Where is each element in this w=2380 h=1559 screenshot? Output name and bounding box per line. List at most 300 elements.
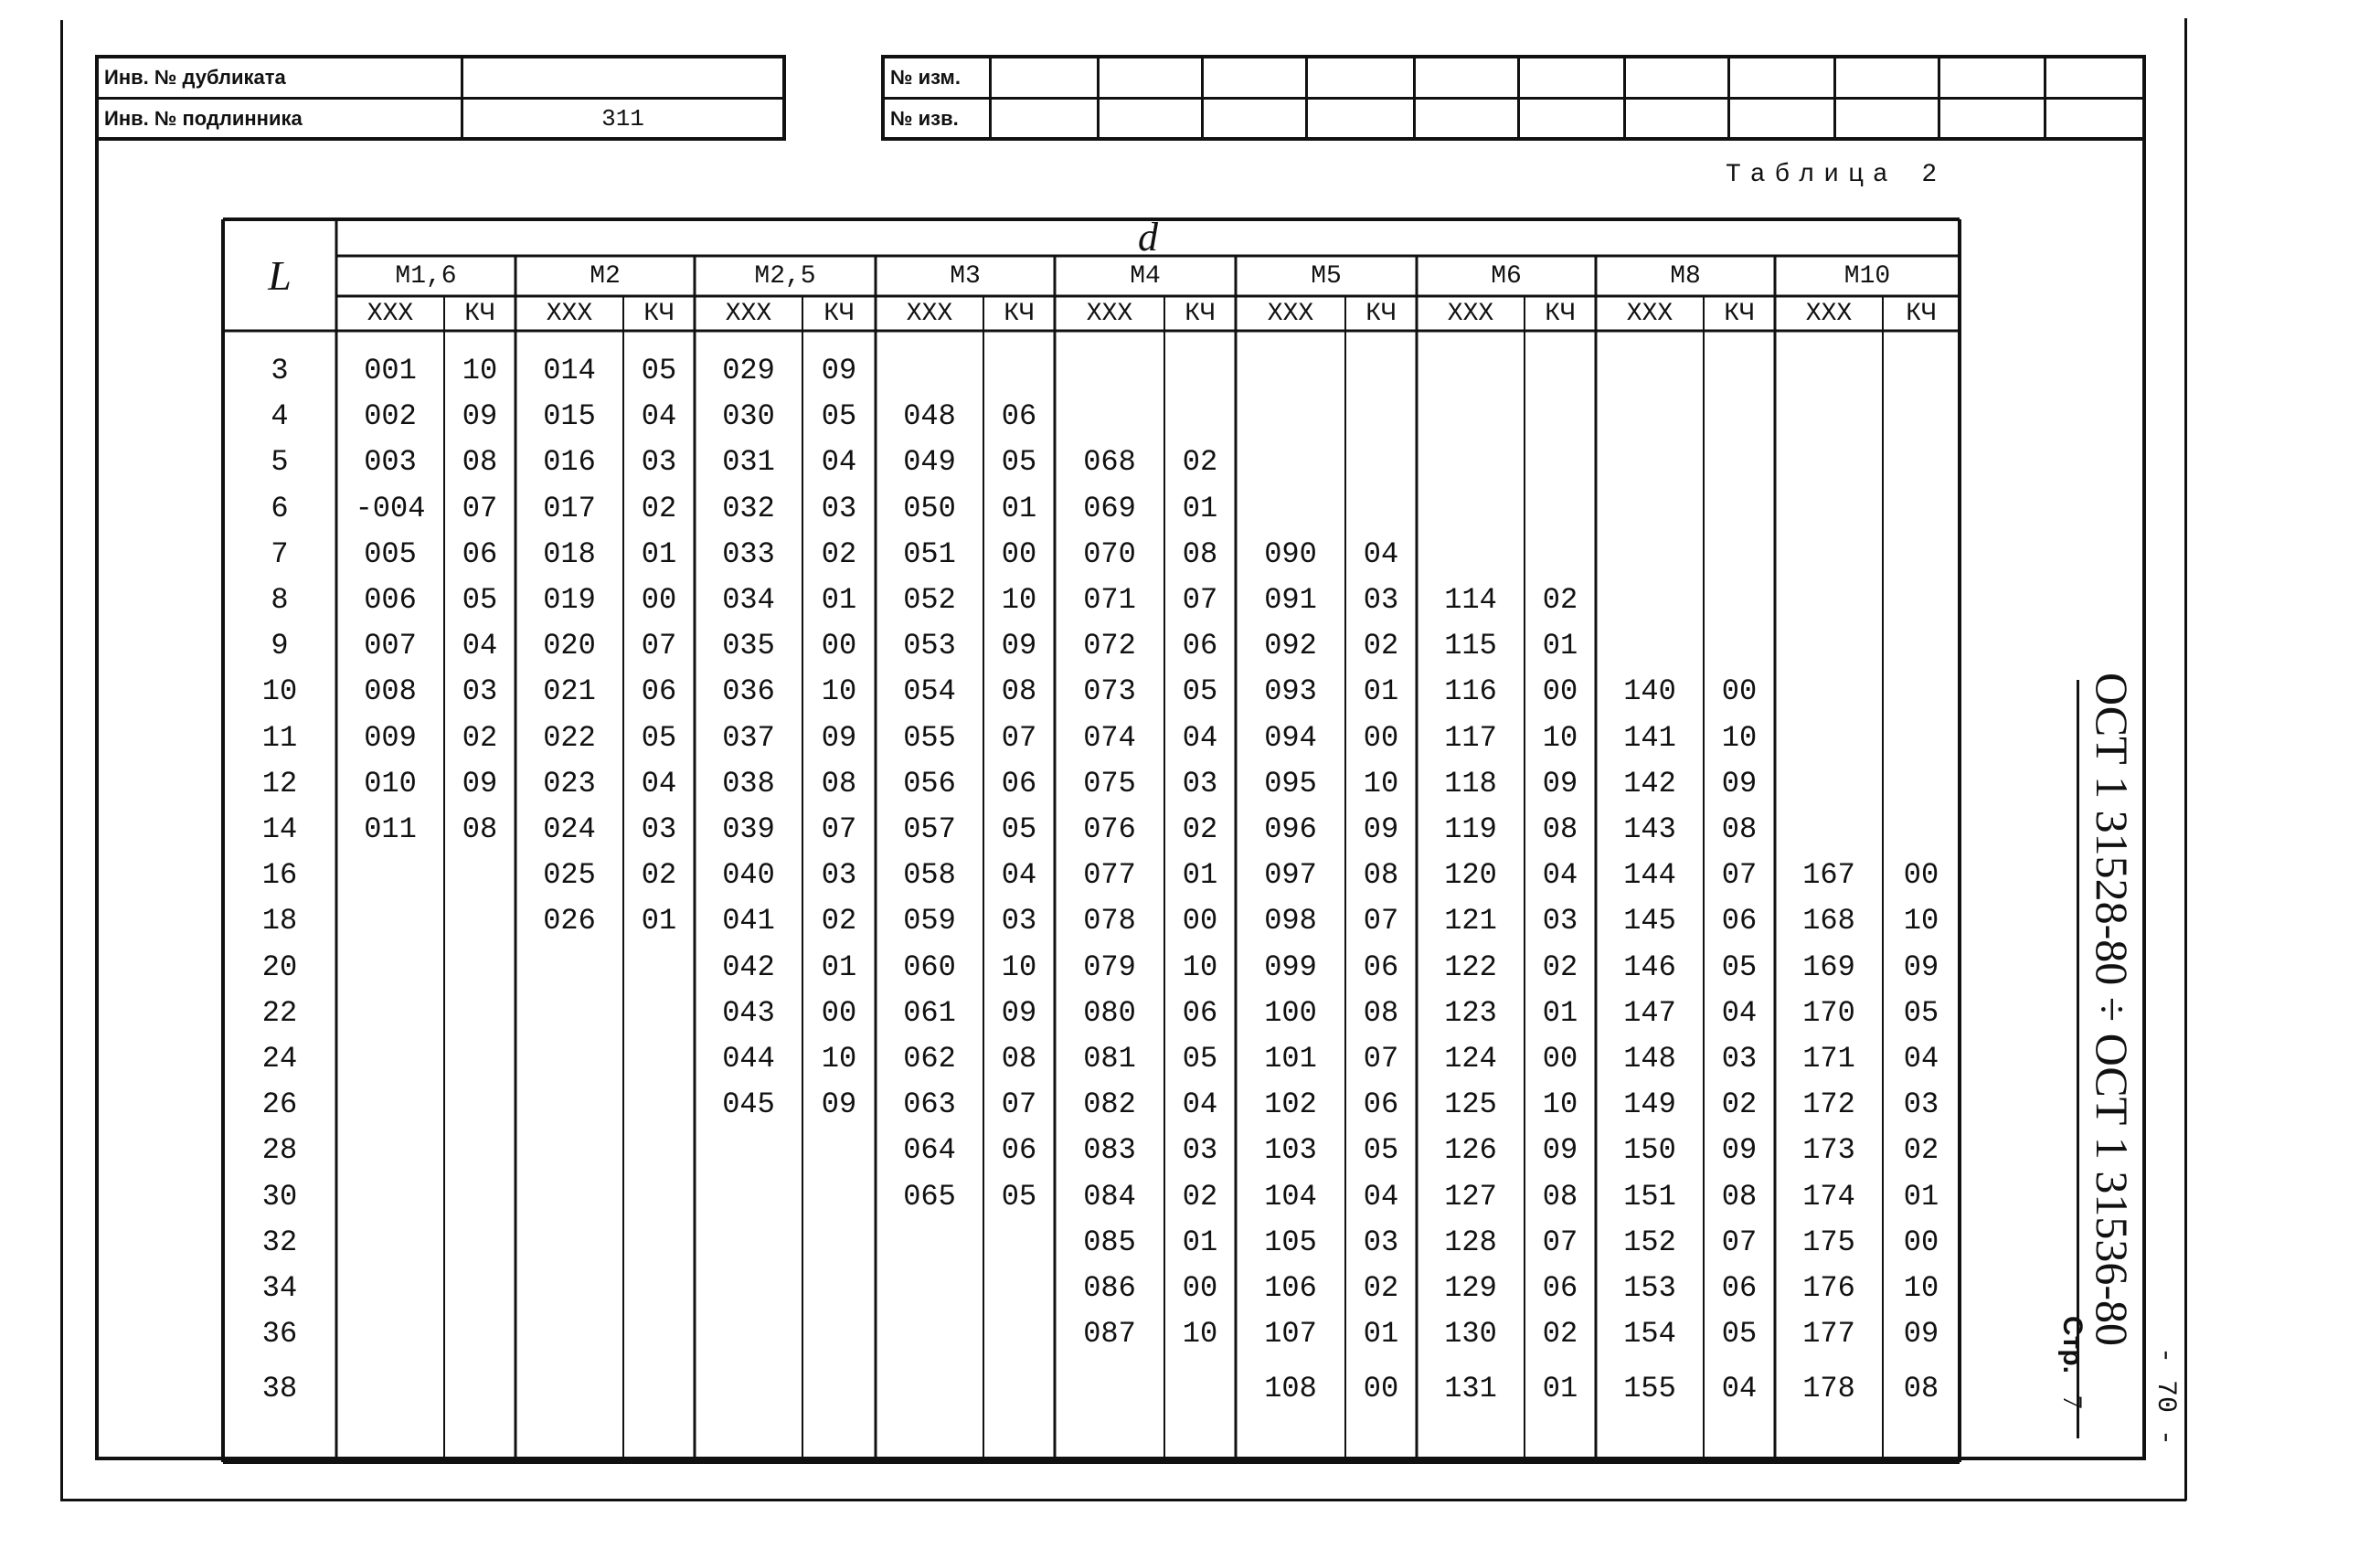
cell-code: 055: [903, 720, 956, 755]
cell-code: 001: [364, 354, 417, 387]
row-length-value: 30: [261, 1179, 298, 1214]
cell-strength-class: 00: [641, 583, 677, 617]
cell-code: 126: [1444, 1133, 1497, 1168]
cell-code: 167: [1802, 858, 1855, 893]
cell-strength-class: 05: [641, 720, 677, 755]
cell-strength-class: 02: [1182, 812, 1218, 846]
cell-strength-class: 02: [821, 904, 857, 939]
cell-strength-class: 09: [1363, 812, 1399, 846]
cell-strength-class: 03: [462, 674, 498, 709]
cell-code: 087: [1083, 1317, 1136, 1352]
cell-code: 078: [1083, 904, 1136, 939]
cell-strength-class: 06: [1721, 904, 1758, 939]
row-length-value: 22: [261, 995, 298, 1030]
cell-strength-class: 08: [1542, 1179, 1578, 1214]
cell-code: 080: [1083, 995, 1136, 1030]
cell-code: 011: [364, 812, 417, 846]
cell-code: 038: [722, 766, 775, 801]
page-label-wrap: [2056, 1316, 2088, 1409]
cell-code: 076: [1083, 812, 1136, 846]
column-header-kch: КЧ: [1545, 300, 1576, 328]
cell-code: 128: [1444, 1225, 1497, 1259]
cell-code: 044: [722, 1042, 775, 1076]
cell-strength-class: 08: [1542, 812, 1578, 846]
cell-strength-class: 07: [641, 629, 677, 663]
cell-strength-class: 03: [1721, 1042, 1758, 1076]
stamp-duplicate-label: Инв. № дубликата: [104, 66, 286, 89]
cell-strength-class: 08: [1721, 812, 1758, 846]
size-header: M2: [590, 262, 621, 291]
cell-strength-class: 03: [821, 858, 857, 893]
cell-strength-class: 10: [1542, 1087, 1578, 1122]
cell-strength-class: 10: [1542, 720, 1578, 755]
cell-code: 175: [1802, 1225, 1855, 1259]
cell-code: 095: [1264, 766, 1317, 801]
cell-code: 010: [364, 766, 417, 801]
row-length-value: 8: [271, 583, 289, 617]
cell-code: 086: [1083, 1271, 1136, 1305]
cell-strength-class: 06: [641, 674, 677, 709]
cell-code: 048: [903, 399, 956, 434]
cell-code: 085: [1083, 1225, 1136, 1259]
cell-code: 151: [1623, 1179, 1676, 1214]
cell-code: 008: [364, 674, 417, 709]
cell-strength-class: 09: [1542, 1133, 1578, 1168]
row-length-value: 11: [261, 720, 298, 755]
cell-code: 005: [364, 536, 417, 571]
cell-code: 090: [1264, 536, 1317, 571]
cell-strength-class: 04: [1363, 536, 1399, 571]
cell-strength-class: 04: [641, 766, 677, 801]
cell-code: 057: [903, 812, 956, 846]
cell-strength-class: 05: [1001, 445, 1037, 480]
cell-strength-class: 03: [821, 491, 857, 525]
cell-strength-class: 10: [1903, 1271, 1939, 1305]
cell-strength-class: 00: [1542, 1042, 1578, 1076]
column-header-xxx: XXX: [1447, 300, 1494, 328]
cell-code: 127: [1444, 1179, 1497, 1214]
cell-strength-class: 06: [1182, 995, 1218, 1030]
cell-strength-class: 10: [1001, 949, 1037, 984]
cell-strength-class: 04: [1182, 1087, 1218, 1122]
cell-strength-class: 01: [1001, 491, 1037, 525]
cell-code: 060: [903, 949, 956, 984]
row-header-L: L: [268, 252, 292, 299]
cell-strength-class: 10: [1363, 766, 1399, 801]
cell-strength-class: 01: [821, 949, 857, 984]
column-header-kch: КЧ: [464, 300, 495, 328]
cell-strength-class: 02: [821, 536, 857, 571]
cell-code: 174: [1802, 1179, 1855, 1214]
row-length-value: 20: [261, 949, 298, 984]
cell-code: 019: [543, 583, 596, 617]
cell-strength-class: 09: [1542, 766, 1578, 801]
cell-strength-class: 04: [1721, 1372, 1758, 1406]
cell-code: 073: [1083, 674, 1136, 709]
cell-code: 122: [1444, 949, 1497, 984]
cell-code: 099: [1264, 949, 1317, 984]
row-length-value: 36: [261, 1317, 298, 1352]
cell-code: 108: [1264, 1372, 1317, 1406]
cell-strength-class: 01: [1542, 1372, 1578, 1406]
row-length-value: 12: [261, 766, 298, 801]
row-length-value: 3: [271, 354, 289, 387]
cell-code: 097: [1264, 858, 1317, 893]
stamp-change-label: № изм.: [890, 66, 961, 89]
cell-code: 062: [903, 1042, 956, 1076]
cell-code: 052: [903, 583, 956, 617]
cell-strength-class: 03: [1182, 766, 1218, 801]
size-header: M4: [1130, 262, 1161, 291]
cell-code: 014: [543, 354, 596, 387]
cell-code: 037: [722, 720, 775, 755]
cell-strength-class: 09: [1001, 629, 1037, 663]
cell-code: 178: [1802, 1372, 1855, 1406]
cell-code: 173: [1802, 1133, 1855, 1168]
row-length-value: 16: [261, 858, 298, 893]
row-length-value: 9: [271, 629, 289, 663]
cell-code: 100: [1264, 995, 1317, 1030]
cell-strength-class: 04: [1182, 720, 1218, 755]
size-header: M6: [1491, 262, 1522, 291]
cell-code: 103: [1264, 1133, 1317, 1168]
cell-strength-class: 05: [1363, 1133, 1399, 1168]
column-header-kch: КЧ: [823, 300, 855, 328]
cell-code: 104: [1264, 1179, 1317, 1214]
cell-strength-class: 10: [821, 674, 857, 709]
cell-code: 131: [1444, 1372, 1497, 1406]
size-header: M5: [1311, 262, 1342, 291]
cell-code: 107: [1264, 1317, 1317, 1352]
cell-code: 154: [1623, 1317, 1676, 1352]
cell-strength-class: 07: [1542, 1225, 1578, 1259]
cell-code: 064: [903, 1133, 956, 1168]
cell-code: 072: [1083, 629, 1136, 663]
row-length-value: 28: [261, 1133, 298, 1168]
cell-strength-class: 00: [1542, 674, 1578, 709]
cell-code: 006: [364, 583, 417, 617]
cell-strength-class: 10: [1903, 904, 1939, 939]
cell-code: 063: [903, 1087, 956, 1122]
column-header-xxx: XXX: [546, 300, 593, 328]
cell-code: 098: [1264, 904, 1317, 939]
cell-strength-class: 05: [1182, 674, 1218, 709]
cell-code: 029: [722, 354, 775, 387]
column-header-kch: КЧ: [1724, 300, 1755, 328]
cell-strength-class: 06: [1721, 1271, 1758, 1305]
cell-code: 120: [1444, 858, 1497, 893]
size-header: M2,5: [754, 262, 816, 291]
cell-strength-class: 06: [1542, 1271, 1578, 1305]
stamp-original-value: 311: [601, 104, 644, 133]
cell-strength-class: 00: [1721, 674, 1758, 709]
cell-strength-class: 03: [1001, 904, 1037, 939]
cell-code: 091: [1264, 583, 1317, 617]
cell-strength-class: 06: [1182, 629, 1218, 663]
cell-strength-class: 08: [1363, 995, 1399, 1030]
cell-strength-class: 09: [821, 354, 857, 387]
cell-code: 036: [722, 674, 775, 709]
cell-code: 083: [1083, 1133, 1136, 1168]
size-header: M3: [950, 262, 981, 291]
cell-strength-class: 04: [821, 445, 857, 480]
cell-strength-class: 10: [1182, 1317, 1218, 1352]
cell-strength-class: 09: [462, 766, 498, 801]
cell-code: 147: [1623, 995, 1676, 1030]
size-header: M8: [1670, 262, 1701, 291]
page-number: 7: [2057, 1395, 2088, 1409]
cell-strength-class: 08: [1721, 1179, 1758, 1214]
cell-code: 169: [1802, 949, 1855, 984]
cell-code: 003: [364, 445, 417, 480]
cell-strength-class: 01: [1182, 491, 1218, 525]
cell-strength-class: 01: [1182, 858, 1218, 893]
cell-strength-class: 02: [1363, 1271, 1399, 1305]
cell-code: 033: [722, 536, 775, 571]
cell-strength-class: 02: [1542, 1317, 1578, 1352]
cell-strength-class: 05: [821, 399, 857, 434]
cell-code: 030: [722, 399, 775, 434]
cell-strength-class: 09: [462, 399, 498, 434]
cell-code: 053: [903, 629, 956, 663]
cell-code: 007: [364, 629, 417, 663]
column-header-xxx: XXX: [1626, 300, 1673, 328]
cell-code: 015: [543, 399, 596, 434]
cell-code: 041: [722, 904, 775, 939]
cell-code: 118: [1444, 766, 1497, 801]
cell-code: 071: [1083, 583, 1136, 617]
cell-code: 125: [1444, 1087, 1497, 1122]
cell-code: 065: [903, 1179, 956, 1214]
cell-code: 031: [722, 445, 775, 480]
cell-strength-class: 06: [1001, 1133, 1037, 1168]
cell-strength-class: 01: [1363, 674, 1399, 709]
cell-code: 105: [1264, 1225, 1317, 1259]
size-header: M1,6: [395, 262, 457, 291]
cell-code: 141: [1623, 720, 1676, 755]
cell-strength-class: 10: [462, 354, 498, 387]
row-length-value: 14: [261, 812, 298, 846]
cell-code: 177: [1802, 1317, 1855, 1352]
cell-strength-class: 01: [1542, 995, 1578, 1030]
cell-strength-class: 04: [1363, 1179, 1399, 1214]
cell-code: 093: [1264, 674, 1317, 709]
cell-code: 049: [903, 445, 956, 480]
cell-strength-class: 05: [1721, 1317, 1758, 1352]
cell-code: 102: [1264, 1087, 1317, 1122]
cell-code: 077: [1083, 858, 1136, 893]
cell-strength-class: 09: [821, 720, 857, 755]
row-length-value: 5: [271, 445, 289, 480]
row-length-value: 38: [261, 1372, 298, 1406]
cell-strength-class: 04: [1721, 995, 1758, 1030]
cell-code: 150: [1623, 1133, 1676, 1168]
cell-strength-class: 02: [1363, 629, 1399, 663]
cell-code: 096: [1264, 812, 1317, 846]
cell-code: 123: [1444, 995, 1497, 1030]
cell-code: 084: [1083, 1179, 1136, 1214]
cell-strength-class: 07: [1001, 1087, 1037, 1122]
cell-strength-class: 00: [1363, 720, 1399, 755]
cell-code: 106: [1264, 1271, 1317, 1305]
cell-code: 043: [722, 995, 775, 1030]
cell-strength-class: 03: [1542, 904, 1578, 939]
cell-strength-class: 07: [462, 491, 498, 525]
cell-code: 170: [1802, 995, 1855, 1030]
cell-code: 168: [1802, 904, 1855, 939]
column-header-xxx: XXX: [725, 300, 772, 328]
size-header: M10: [1843, 262, 1891, 291]
cell-strength-class: 08: [821, 766, 857, 801]
cell-code: 117: [1444, 720, 1497, 755]
cell-code: 024: [543, 812, 596, 846]
cell-strength-class: 07: [1363, 904, 1399, 939]
cell-strength-class: 00: [1363, 1372, 1399, 1406]
cell-strength-class: 06: [1363, 1087, 1399, 1122]
cell-strength-class: 00: [1903, 1225, 1939, 1259]
cell-strength-class: 05: [462, 583, 498, 617]
cell-strength-class: 04: [1001, 858, 1037, 893]
cell-code: 075: [1083, 766, 1136, 801]
cell-strength-class: 00: [821, 629, 857, 663]
group-header-d: d: [1138, 215, 1158, 260]
cell-code: 140: [1623, 674, 1676, 709]
cell-code: 079: [1083, 949, 1136, 984]
column-header-xxx: XXX: [1267, 300, 1314, 328]
cell-code: 070: [1083, 536, 1136, 571]
cell-strength-class: 09: [821, 1087, 857, 1122]
column-header-xxx: XXX: [906, 300, 953, 328]
row-length-value: 10: [261, 674, 298, 709]
cell-strength-class: 06: [1001, 399, 1037, 434]
cell-code: 074: [1083, 720, 1136, 755]
column-header-kch: КЧ: [643, 300, 675, 328]
cell-code: 143: [1623, 812, 1676, 846]
cell-strength-class: 02: [641, 858, 677, 893]
row-length-value: 18: [261, 904, 298, 939]
cell-strength-class: 01: [641, 536, 677, 571]
cell-code: 021: [543, 674, 596, 709]
cell-strength-class: 01: [641, 904, 677, 939]
row-length-value: 6: [271, 491, 289, 525]
cell-code: 022: [543, 720, 596, 755]
cell-code: 148: [1623, 1042, 1676, 1076]
cell-code: 094: [1264, 720, 1317, 755]
cell-code: 146: [1623, 949, 1676, 984]
column-header-xxx: XXX: [367, 300, 414, 328]
cell-code: 171: [1802, 1042, 1855, 1076]
cell-strength-class: 02: [1182, 445, 1218, 480]
cell-strength-class: 02: [1721, 1087, 1758, 1122]
cell-strength-class: 03: [1363, 1225, 1399, 1259]
column-header-kch: КЧ: [1906, 300, 1937, 328]
cell-strength-class: 06: [1001, 766, 1037, 801]
cell-strength-class: 00: [821, 995, 857, 1030]
cell-strength-class: 08: [1001, 1042, 1037, 1076]
row-length-value: 34: [261, 1271, 298, 1305]
row-length-value: 7: [271, 536, 289, 571]
cell-code: 121: [1444, 904, 1497, 939]
cell-strength-class: 09: [1903, 1317, 1939, 1352]
cell-code: 130: [1444, 1317, 1497, 1352]
cell-strength-class: 08: [1903, 1372, 1939, 1406]
cell-strength-class: 02: [641, 491, 677, 525]
cell-strength-class: 05: [1001, 1179, 1037, 1214]
cell-code: 061: [903, 995, 956, 1030]
row-length-value: 26: [261, 1087, 298, 1122]
cell-code: 034: [722, 583, 775, 617]
cell-code: 032: [722, 491, 775, 525]
cell-strength-class: 09: [1721, 1133, 1758, 1168]
cell-code: 042: [722, 949, 775, 984]
cell-strength-class: 04: [1542, 858, 1578, 893]
column-header-xxx: XXX: [1086, 300, 1133, 328]
cell-code: 025: [543, 858, 596, 893]
cell-code: 115: [1444, 629, 1497, 663]
cell-strength-class: 03: [1182, 1133, 1218, 1168]
cell-strength-class: 03: [641, 812, 677, 846]
cell-code: 176: [1802, 1271, 1855, 1305]
cell-code: 009: [364, 720, 417, 755]
cell-code: 016: [543, 445, 596, 480]
cell-strength-class: 02: [1542, 949, 1578, 984]
row-length-value: 32: [261, 1225, 298, 1259]
cell-strength-class: 05: [1903, 995, 1939, 1030]
cell-strength-class: 01: [1363, 1317, 1399, 1352]
row-length-value: 4: [271, 399, 289, 434]
cell-strength-class: 09: [1721, 766, 1758, 801]
cell-code: 149: [1623, 1087, 1676, 1122]
column-header-kch: КЧ: [1004, 300, 1035, 328]
column-header-kch: КЧ: [1185, 300, 1216, 328]
cell-strength-class: 02: [1182, 1179, 1218, 1214]
cell-strength-class: 00: [1001, 536, 1037, 571]
cell-strength-class: 01: [1903, 1179, 1939, 1214]
cell-strength-class: 07: [1363, 1042, 1399, 1076]
cell-strength-class: 10: [1721, 720, 1758, 755]
stamp-notice-label: № изв.: [890, 106, 959, 130]
cell-code: 020: [543, 629, 596, 663]
cell-strength-class: 07: [1721, 858, 1758, 893]
cell-code: 051: [903, 536, 956, 571]
cell-code: 081: [1083, 1042, 1136, 1076]
cell-strength-class: 00: [1182, 904, 1218, 939]
cell-strength-class: 07: [821, 812, 857, 846]
cell-strength-class: 10: [1182, 949, 1218, 984]
cell-strength-class: 01: [821, 583, 857, 617]
cell-code: 058: [903, 858, 956, 893]
row-length-value: 24: [261, 1042, 298, 1076]
cell-code: 056: [903, 766, 956, 801]
cell-strength-class: 01: [1542, 629, 1578, 663]
cell-strength-class: 00: [1182, 1271, 1218, 1305]
cell-strength-class: 04: [641, 399, 677, 434]
cell-strength-class: 05: [641, 354, 677, 387]
cell-strength-class: 03: [641, 445, 677, 480]
cell-strength-class: 00: [1903, 858, 1939, 893]
cell-code: 054: [903, 674, 956, 709]
sheet-number: - 70 -: [2150, 1347, 2181, 1447]
cell-code: 002: [364, 399, 417, 434]
cell-code: 035: [722, 629, 775, 663]
cell-strength-class: 10: [821, 1042, 857, 1076]
cell-code: 023: [543, 766, 596, 801]
cell-strength-class: 01: [1182, 1225, 1218, 1259]
cell-code: 082: [1083, 1087, 1136, 1122]
cell-code: 050: [903, 491, 956, 525]
cell-strength-class: 05: [1001, 812, 1037, 846]
cell-strength-class: 04: [1903, 1042, 1939, 1076]
